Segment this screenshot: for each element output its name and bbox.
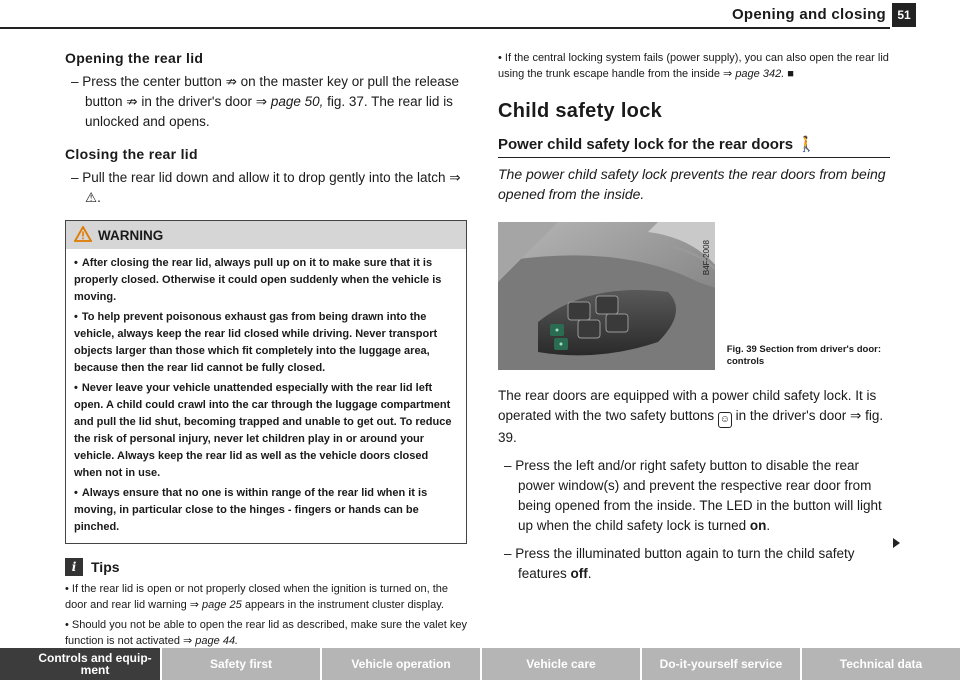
tab-vehicle-care[interactable]: Vehicle care (480, 648, 640, 680)
door-controls-image (498, 222, 715, 370)
central-locking-note: • If the central locking system fails (power supply), you can also open the rear lid using the trunk escape handle from the inside ⇒ page 342. ■ (498, 52, 889, 80)
continue-arrow-icon (893, 538, 900, 548)
warning-body (66, 249, 466, 543)
closing-step: – Pull the rear lid down and allow it to drop gently into the latch ⇒ ⚠. (71, 170, 461, 205)
warning-item: • After closing the rear lid, always pull up on it to make sure that it is properly closed. Otherwise it could open suddenly when the vehicle is moving. (74, 257, 442, 303)
tab-controls[interactable]: Controls and equip-ment (0, 648, 160, 680)
info-icon: i (65, 558, 83, 576)
tips-header (65, 558, 467, 576)
tab-technical-data[interactable]: Technical data (800, 648, 960, 680)
page-header (0, 0, 960, 30)
page-ref-link[interactable]: page 25 (202, 599, 242, 611)
tab-safety[interactable]: Safety first (160, 648, 320, 680)
figure (498, 222, 890, 370)
page-ref-link[interactable]: page 44. (195, 635, 239, 647)
intro-text: The power child safety lock prevents the rear doors from being opened from the inside. (498, 166, 886, 202)
warning-header (66, 221, 466, 249)
footer-nav (0, 648, 960, 680)
step-disable: – Press the left and/or right safety button to disable the rear power window(s) and prevent the respective rear door from being opened from the inside. The LED in the button will light up when the child safety lock is turned on. (504, 458, 882, 533)
figure-caption: Fig. 39 Section from driver's door: controls (726, 344, 881, 367)
tip-item: • If the rear lid is open or not properly closed when the ignition is turned on, the door and rear lid warning ⇒ page 25 appears in the instrument cluster display. (65, 583, 448, 611)
opening-heading: Opening the rear lid (65, 50, 204, 66)
right-column (498, 50, 890, 592)
chapter-title: Opening and closing (731, 6, 886, 23)
warning-item: • Always ensure that no one is within range of the rear lid when it is moving, in particular close to the hinges - fingers or hands can be pinched. (74, 487, 428, 533)
page-ref-link[interactable]: page 50, (270, 94, 324, 109)
opening-step: – Press the center button ⇏ on the master key or pull the release button ⇏ in the driver's door ⇒ page 50, fig. 37. The rear lid is unlocked and opens. (71, 74, 460, 129)
closing-heading: Closing the rear lid (65, 146, 198, 162)
child-lock-button-icon: ☺ (718, 412, 732, 428)
warning-title: WARNING (98, 227, 164, 243)
tab-vehicle-operation[interactable]: Vehicle operation (320, 648, 480, 680)
unlock-rear-lid-icon: ⇏ (225, 74, 237, 89)
page-number: 51 (892, 3, 916, 27)
left-column (65, 50, 467, 653)
subsection-title: Power child safety lock for the rear doors 🚶 (498, 135, 890, 158)
warning-triangle-icon (74, 226, 92, 245)
page-ref-link[interactable]: page 342. (735, 68, 785, 80)
figure-code: B4F-2008 (701, 240, 711, 276)
tips-title: Tips (91, 559, 120, 575)
warning-item: • To help prevent poisonous exhaust gas from being drawn into the vehicle, always keep the rear lid closed while driving. Never transport objects larger than those which fit completely into the luggage area, because then the rear lid cannot be fully closed. (74, 311, 438, 374)
tab-diy-service[interactable]: Do-it-yourself service (640, 648, 800, 680)
unlock-rear-lid-icon: ⇏ (126, 94, 138, 109)
warning-box (65, 220, 467, 544)
warning-item: • Never leave your vehicle unattended especially with the rear lid left open. A child could crawl into the car through the luggage compartment and pull the lid shut, becoming trapped and unable to get out. To reduce the risk of personal injury, never let children play in or around your vehicle. Always keep the rear lid as well as the vehicle doors closed when not in use. (74, 382, 452, 479)
tip-item: • Should you not be able to open the rear lid as described, make sure the valet key function is not activated ⇒ page 44. (65, 619, 467, 647)
body-paragraph: The rear doors are equipped with a power child safety lock. It is operated with the two safety buttons ☺ in the driver's door ⇒ fig. 39. (498, 388, 884, 445)
child-icon: 🚶 (797, 136, 816, 153)
step-enable: – Press the illuminated button again to turn the child safety features off. (504, 546, 855, 581)
section-title: Child safety lock (498, 100, 663, 122)
header-rule (0, 27, 890, 29)
